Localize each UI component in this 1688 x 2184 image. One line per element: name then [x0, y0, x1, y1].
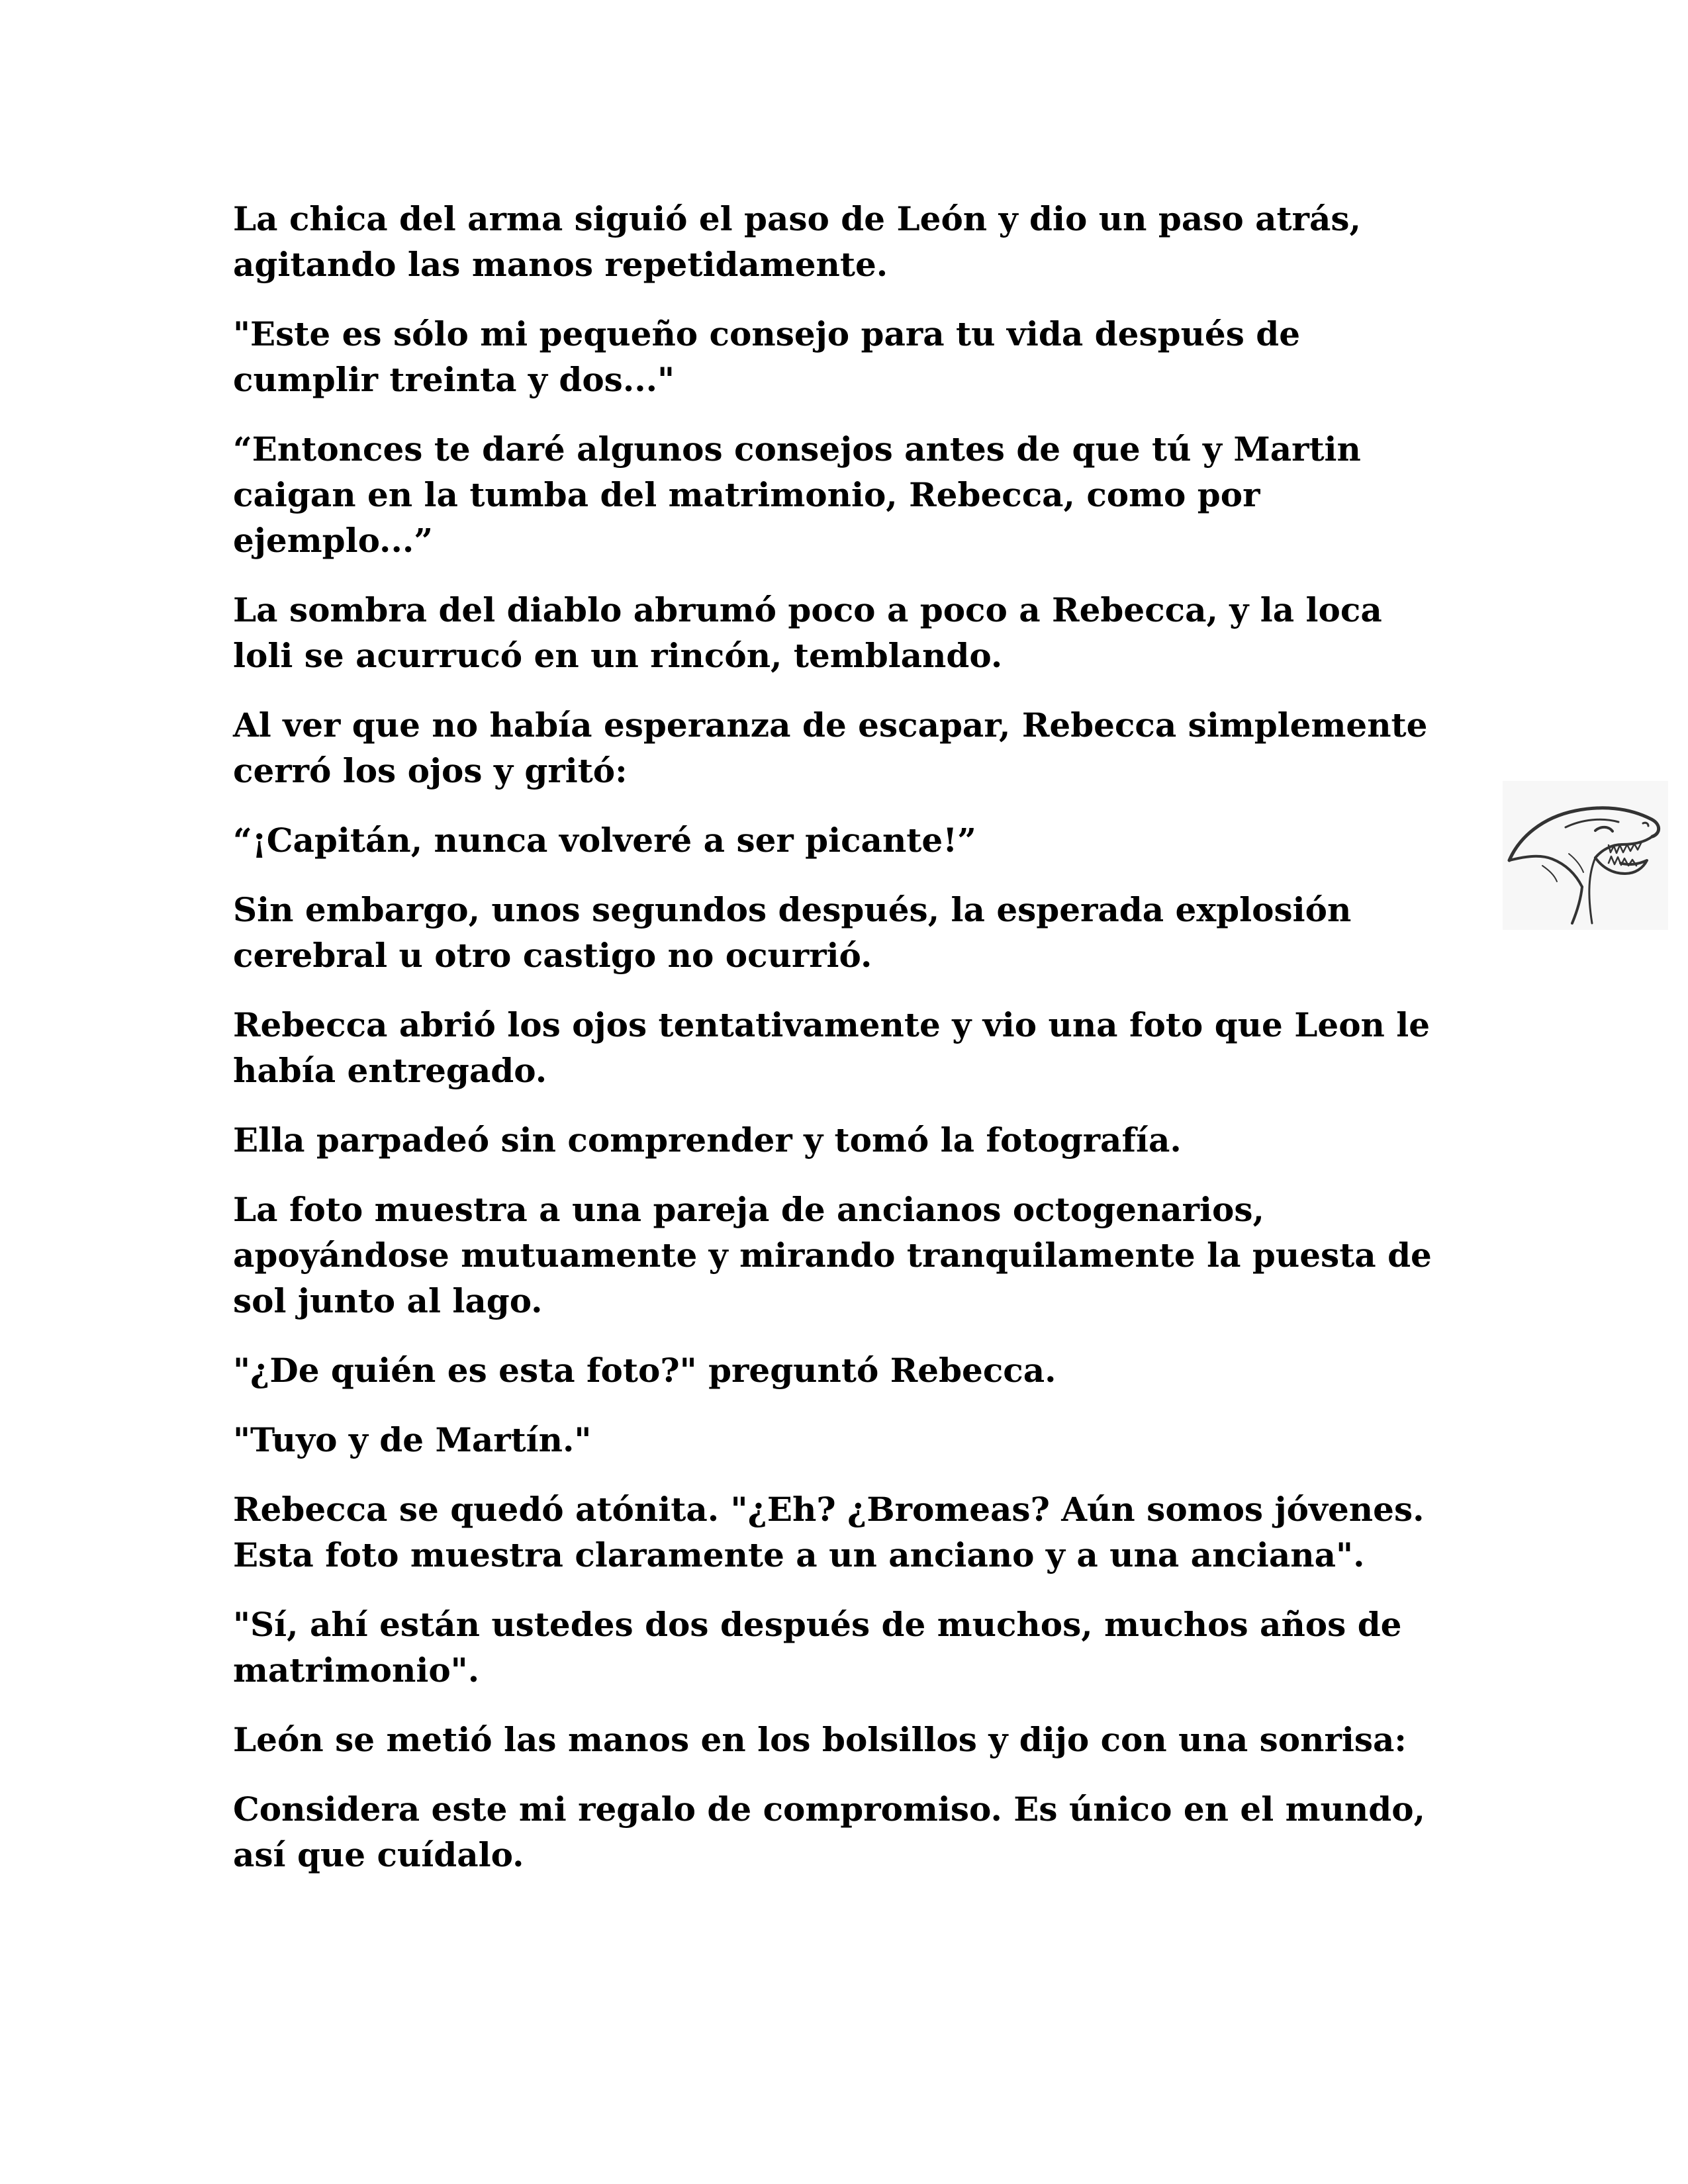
- paragraph: León se metió las manos en los bolsillos y dijo con una sonrisa:: [233, 1720, 1407, 1759]
- paragraph: Al ver que no había esperanza de escapar, Rebecca simplemente cerró los ojos y gritó:: [233, 705, 1428, 790]
- paragraph: Ella parpadeó sin comprender y tomó la fotografía.: [233, 1120, 1182, 1160]
- paragraph: "Este es sólo mi pequeño consejo para tu vida después de cumplir treinta y dos...": [233, 314, 1301, 399]
- paragraph: Rebecca se quedó atónita. "¿Eh? ¿Bromeas? Aún somos jóvenes. Esta foto muestra claramente a un anciano y a una anciana".: [233, 1490, 1425, 1574]
- paragraph: La foto muestra a una pareja de ancianos octogenarios, apoyándose mutuamente y mirando tranquilamente la puesta de sol junto al lago.: [233, 1190, 1432, 1320]
- paragraph: "¿De quién es esta foto?" preguntó Rebecca.: [233, 1351, 1056, 1390]
- paragraph: "Sí, ahí están ustedes dos después de muchos, muchos años de matrimonio".: [233, 1605, 1402, 1690]
- paragraph: Considera este mi regalo de compromiso. Es único en el mundo, así que cuídalo.: [233, 1790, 1425, 1874]
- paragraph: La sombra del diablo abrumó poco a poco a Rebecca, y la loca loli se acurrucó en un rincón, temblando.: [233, 590, 1382, 675]
- paragraph: Rebecca abrió los ojos tentativamente y vio una foto que Leon le había entregado.: [233, 1005, 1430, 1090]
- paragraph: Sin embargo, unos segundos después, la esperada explosión cerebral u otro castigo no ocurrió.: [233, 890, 1352, 975]
- document-body: [233, 196, 1444, 1901]
- paragraph: "Tuyo y de Martín.": [233, 1420, 592, 1459]
- dinosaur-head-icon: [1503, 781, 1668, 930]
- paragraph: “¡Capitán, nunca volveré a ser picante!”: [233, 821, 976, 860]
- paragraph: La chica del arma siguió el paso de León y dio un paso atrás, agitando las manos repetidamente.: [233, 199, 1361, 284]
- paragraph: “Entonces te daré algunos consejos antes de que tú y Martin caigan en la tumba del matrimonio, Rebecca, como por ejemplo...”: [233, 430, 1361, 560]
